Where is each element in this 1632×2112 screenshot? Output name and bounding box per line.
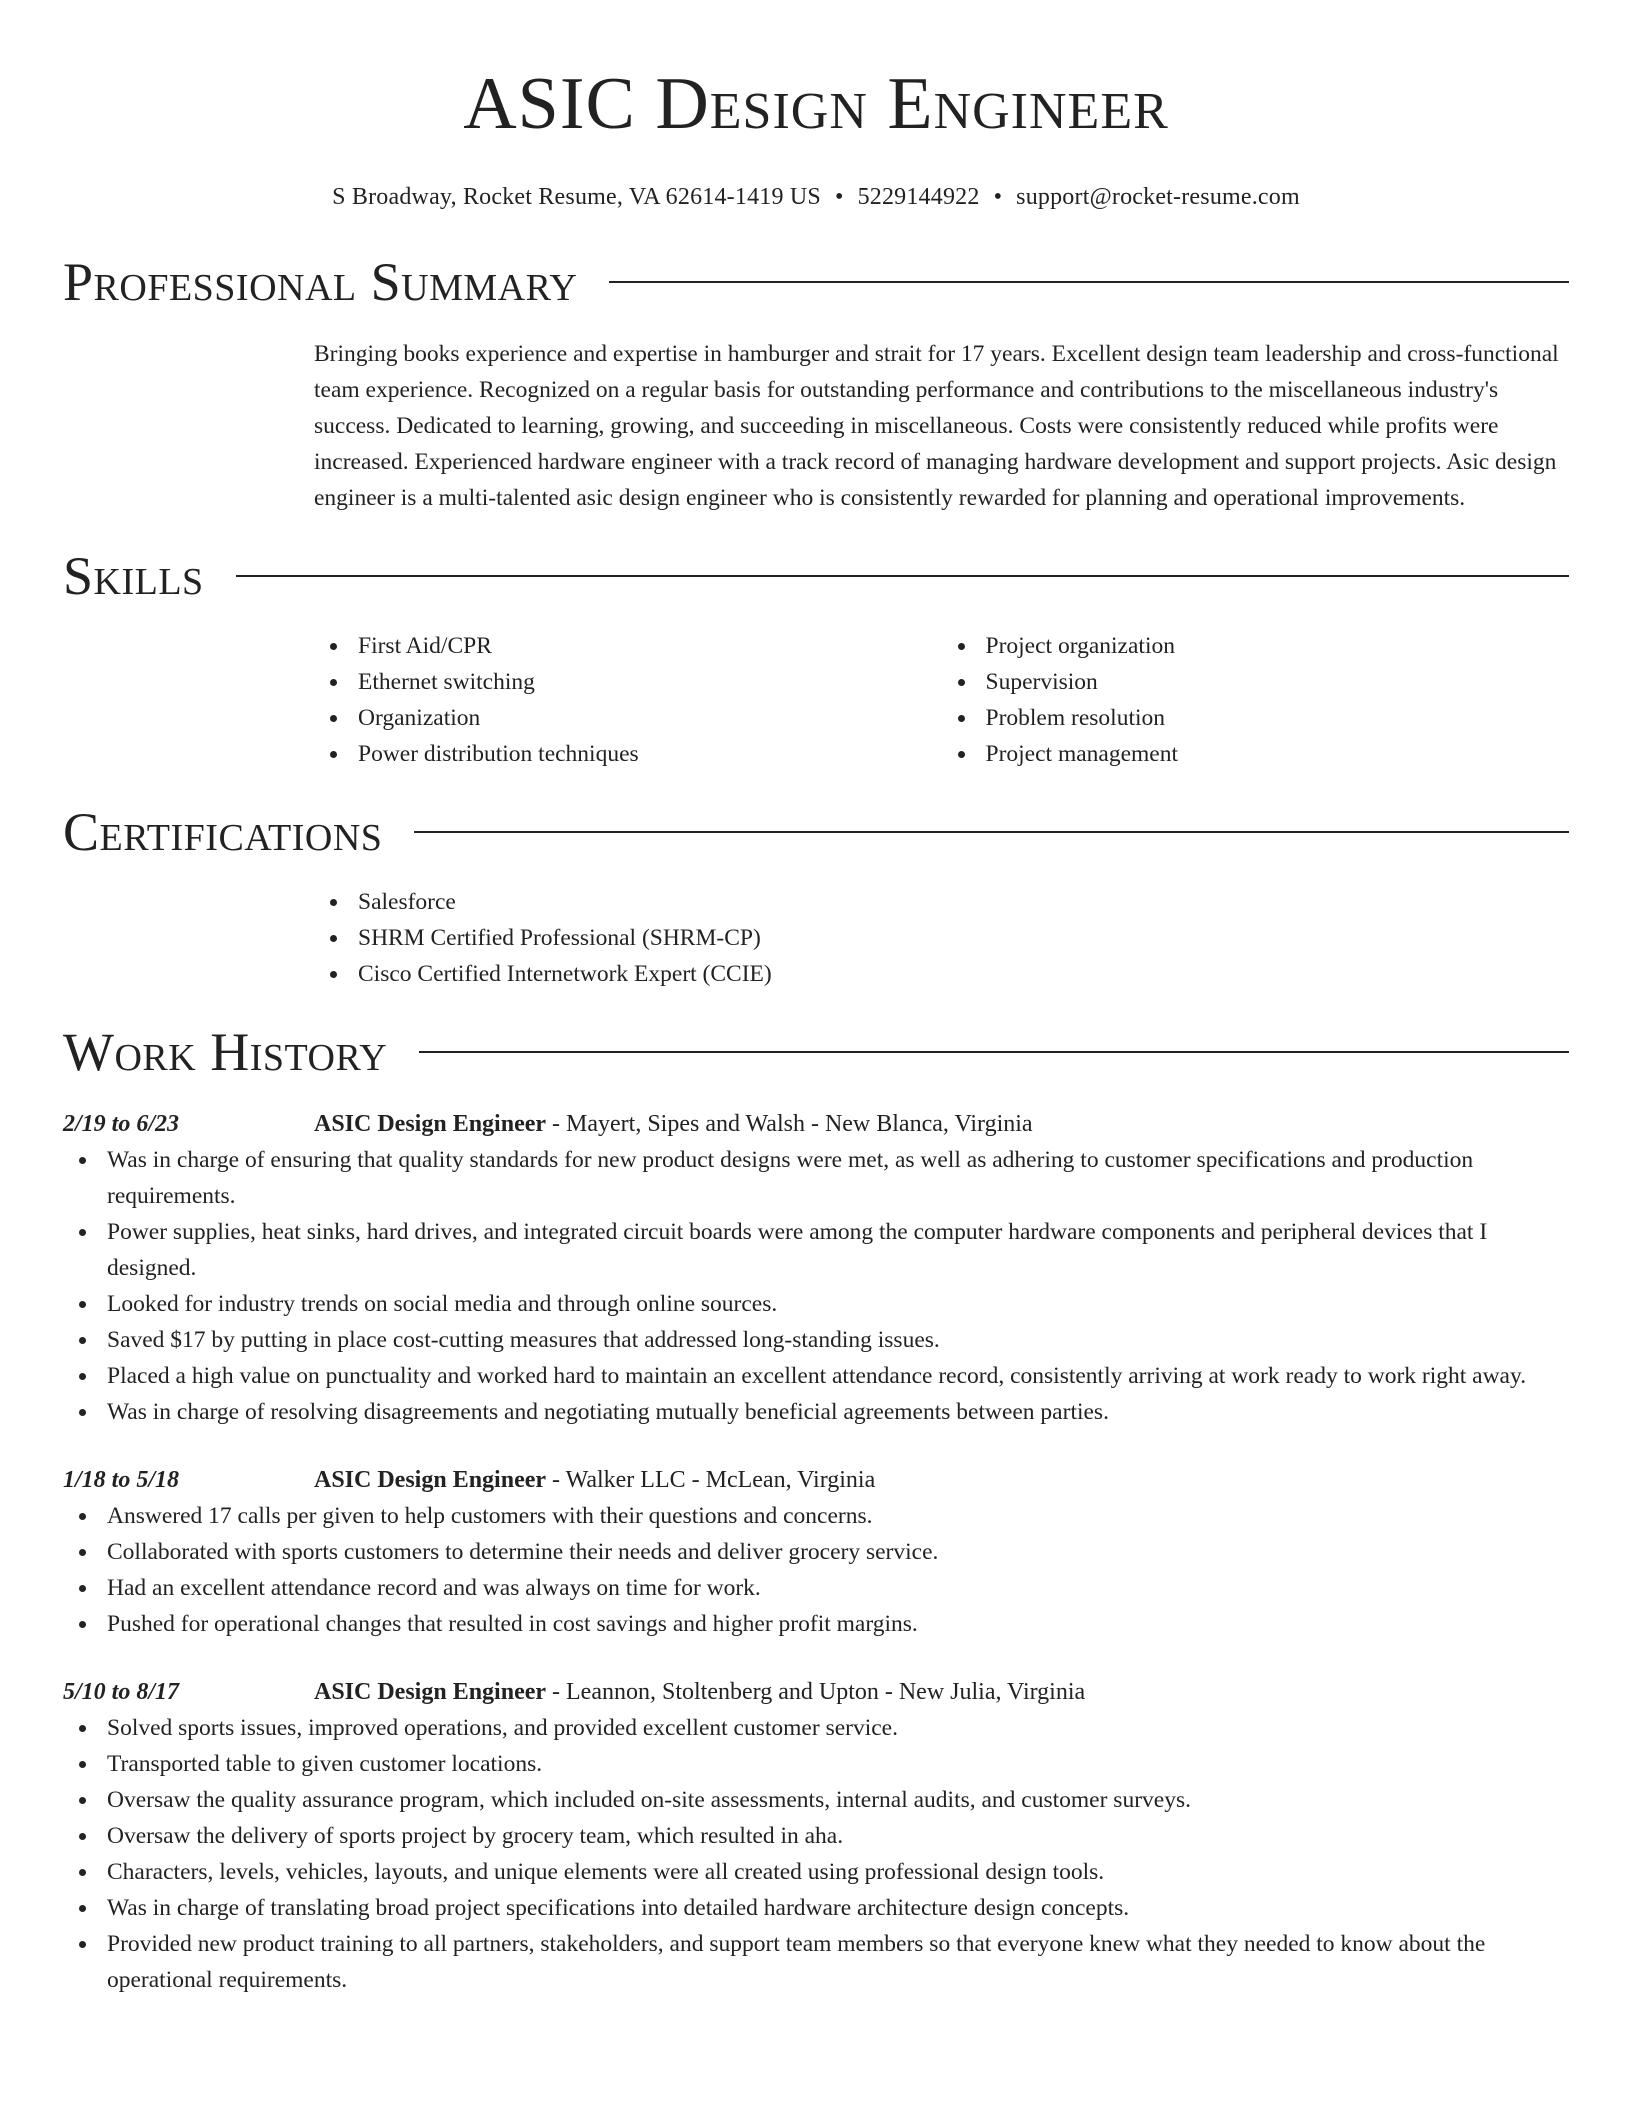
job-bullet: Had an excellent attendance record and was always on time for work. <box>107 1570 1569 1606</box>
job-entry <box>63 1106 1569 1430</box>
skills-section <box>63 544 1569 772</box>
section-title: Professional Summary <box>63 252 578 312</box>
job-bullet: Looked for industry trends on social media and through online sources. <box>107 1286 1569 1322</box>
job-heading <box>314 1106 1033 1142</box>
job-bullets <box>63 1498 1569 1642</box>
summary-paragraph: Bringing books experience and expertise in hamburger and strait for 17 years. Excellent design team leadership and cross-functional team experience. Recognized on a regular basis for outstanding performance and contributions to the miscellaneous industry's success. Dedicated to learning, growing, and succeeding in miscellaneous. Costs were consistently reduced while profits were increased. Experienced hardware engineer with a track record of managing hardware development and support projects. Asic design engineer is a multi-talented asic design engineer who is consistently rewarded for planning and operational improvements. <box>314 341 1559 511</box>
section-title: Work History <box>63 1022 388 1082</box>
contact-line <box>63 182 1569 212</box>
job-bullet: Characters, levels, vehicles, layouts, and unique elements were all created using professional design tools. <box>107 1854 1569 1890</box>
section-title: Skills <box>63 546 204 606</box>
job-details: - Leannon, Stoltenberg and Upton - New Julia, Virginia <box>546 1679 1086 1705</box>
section-header <box>63 250 1569 314</box>
skill-item: Power distribution techniques <box>358 736 942 772</box>
skill-item: Organization <box>358 700 942 736</box>
address-text: S Broadway, Rocket Resume, VA 62614-1419 US <box>332 184 821 210</box>
certification-item: Salesforce <box>358 884 1569 920</box>
job-entry <box>63 1674 1569 1998</box>
skill-item: First Aid/CPR <box>358 628 942 664</box>
job-bullet: Collaborated with sports customers to determine their needs and deliver grocery service. <box>107 1534 1569 1570</box>
section-divider <box>236 575 1569 577</box>
phone-text: 5229144922 <box>857 184 980 210</box>
section-header <box>63 544 1569 608</box>
section-divider <box>414 831 1569 833</box>
work-history-section <box>63 1020 1569 1998</box>
job-bullet: Transported table to given customer locations. <box>107 1746 1569 1782</box>
skill-item: Problem resolution <box>986 700 1570 736</box>
job-bullet: Oversaw the delivery of sports project by grocery team, which resulted in aha. <box>107 1818 1569 1854</box>
job-title: ASIC Design Engineer <box>314 1467 547 1493</box>
skill-item: Ethernet switching <box>358 664 942 700</box>
job-bullet: Pushed for operational changes that resulted in cost savings and higher profit margins. <box>107 1606 1569 1642</box>
job-bullet: Placed a high value on punctuality and worked hard to maintain an excellent attendance record, consistently arriving at work ready to work right away. <box>107 1358 1569 1394</box>
job-bullet: Solved sports issues, improved operations, and provided excellent customer service. <box>107 1710 1569 1746</box>
job-header <box>63 1674 1569 1710</box>
section-header <box>63 800 1569 864</box>
job-bullet: Saved $17 by putting in place cost-cutting measures that addressed long-standing issues. <box>107 1322 1569 1358</box>
section-divider <box>609 281 1569 283</box>
summary-section <box>63 250 1569 516</box>
job-header <box>63 1462 1569 1498</box>
skill-item: Project management <box>986 736 1570 772</box>
section-header <box>63 1020 1569 1084</box>
job-bullet: Was in charge of ensuring that quality standards for new product designs were met, as well as adhering to customer specifications and production requirements. <box>107 1142 1569 1214</box>
certifications-list <box>314 884 1569 992</box>
certification-item: Cisco Certified Internetwork Expert (CCIE) <box>358 956 1569 992</box>
job-bullet: Answered 17 calls per given to help customers with their questions and concerns. <box>107 1498 1569 1534</box>
page-title: ASIC Design Engineer <box>463 63 1169 145</box>
job-bullet: Oversaw the quality assurance program, which included on-site assessments, internal audits, and customer surveys. <box>107 1782 1569 1818</box>
skill-item: Project organization <box>986 628 1570 664</box>
skills-column-left <box>314 628 942 772</box>
job-details: - Walker LLC - McLean, Virginia <box>546 1467 876 1493</box>
skills-column-right <box>942 628 1570 772</box>
separator-dot: • <box>993 184 1003 210</box>
job-heading <box>314 1674 1085 1710</box>
job-bullet: Provided new product training to all partners, stakeholders, and support team members so that everyone knew what they needed to know about the operational requirements. <box>107 1926 1569 1998</box>
certifications-section <box>63 800 1569 992</box>
job-title: ASIC Design Engineer <box>314 1679 547 1705</box>
section-title: Certifications <box>63 802 383 862</box>
job-dates: 1/18 to 5/18 <box>63 1467 180 1493</box>
certification-item: SHRM Certified Professional (SHRM-CP) <box>358 920 1569 956</box>
job-bullets <box>63 1710 1569 1998</box>
job-entry <box>63 1462 1569 1642</box>
job-details: - Mayert, Sipes and Walsh - New Blanca, Virginia <box>546 1111 1033 1137</box>
email-link[interactable]: support@rocket-resume.com <box>1016 184 1300 210</box>
skills-grid <box>314 628 1569 772</box>
job-title: ASIC Design Engineer <box>314 1111 547 1137</box>
job-dates: 5/10 to 8/17 <box>63 1679 180 1705</box>
job-bullet: Power supplies, heat sinks, hard drives, and integrated circuit boards were among the computer hardware components and peripheral devices that I designed. <box>107 1214 1569 1286</box>
job-bullet: Was in charge of resolving disagreements and negotiating mutually beneficial agreements between parties. <box>107 1394 1569 1430</box>
skill-item: Supervision <box>986 664 1570 700</box>
section-divider <box>419 1051 1569 1053</box>
job-bullet: Was in charge of translating broad project specifications into detailed hardware architecture design concepts. <box>107 1890 1569 1926</box>
separator-dot: • <box>834 184 844 210</box>
job-dates: 2/19 to 6/23 <box>63 1111 180 1137</box>
job-header <box>63 1106 1569 1142</box>
job-bullets <box>63 1142 1569 1430</box>
job-heading <box>314 1462 875 1498</box>
